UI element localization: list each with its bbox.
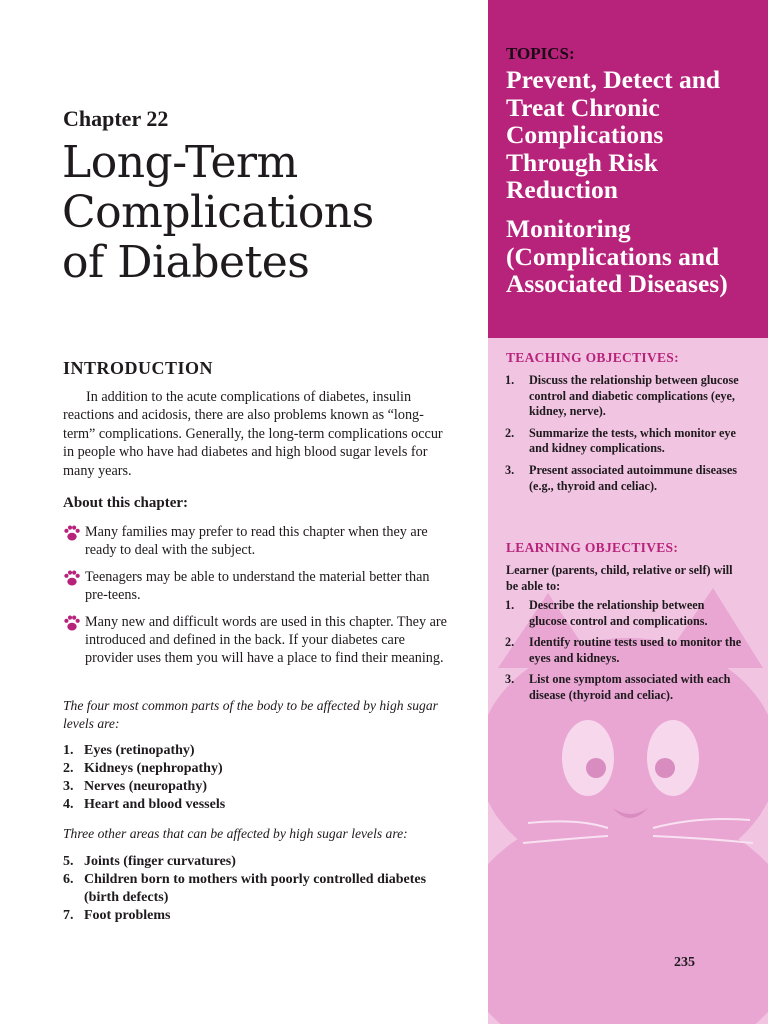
list-item	[63, 907, 433, 925]
item-number: 5.	[63, 854, 74, 869]
list-item	[63, 796, 433, 814]
item-text: Summarize the tests, which monitor eye and kidney complications.	[529, 425, 736, 456]
list-item	[63, 778, 433, 796]
list-item	[505, 672, 745, 703]
list-item	[505, 635, 745, 666]
item-number: 2.	[63, 761, 74, 776]
chapter-title-line: Complications	[62, 187, 374, 238]
chapter-title-line: Long-Term	[62, 137, 298, 188]
bullet-text: Many families may prefer to read this chapter when they are ready to deal with the subject.	[85, 524, 428, 559]
list-item	[63, 760, 433, 778]
item-text: Nerves (neuropathy)	[84, 779, 208, 794]
list-item	[505, 463, 745, 494]
bullet-text: Many new and difficult words are used in this chapter. They are introduced and defined in the back. If your diabetes care provider uses them you will have a place to find their meaning.	[85, 613, 447, 667]
other-areas-note: Three other areas that can be affected by high sugar levels are:	[63, 826, 408, 841]
item-text: Heart and blood vessels	[84, 797, 226, 812]
chapter-title	[62, 138, 482, 288]
item-number: 1.	[63, 743, 74, 758]
item-number: 3.	[505, 672, 515, 687]
list-item	[505, 373, 745, 420]
item-text: Foot problems	[84, 908, 171, 923]
item-number: 2.	[505, 635, 515, 650]
chapter-label: Chapter 22	[63, 106, 169, 131]
list-item	[63, 523, 453, 560]
item-number: 2.	[505, 425, 515, 440]
list-item	[63, 853, 433, 871]
list-item	[505, 598, 745, 629]
item-text: Discuss the relationship between glucose control and diabetic complications (eye, kidney, nerve).	[529, 373, 739, 419]
teaching-objectives-list	[505, 373, 745, 500]
topics-label: TOPICS:	[506, 44, 575, 63]
paw-print-icon	[63, 614, 81, 632]
item-text: Identify routine tests used to monitor the eyes and kidneys.	[529, 635, 742, 665]
item-number: 7.	[63, 908, 74, 923]
item-text: Describe the relationship between glucose control and complications.	[529, 598, 708, 628]
common-parts-list	[63, 742, 433, 814]
list-item	[63, 871, 433, 907]
item-number: 1.	[505, 598, 515, 612]
chapter-title-line: of Diabetes	[62, 237, 310, 288]
list-item	[63, 613, 453, 668]
page-number: 235	[674, 955, 695, 970]
list-item	[505, 426, 745, 457]
item-number: 3.	[505, 462, 515, 477]
other-areas-list	[63, 853, 433, 925]
about-bullet-list	[63, 523, 453, 676]
item-text: Joints (finger curvatures)	[84, 854, 236, 869]
paw-print-icon	[63, 569, 81, 587]
item-number: 6.	[63, 872, 74, 887]
item-text: Eyes (retinopathy)	[84, 743, 195, 758]
introduction-heading: INTRODUCTION	[63, 358, 214, 378]
paw-print-icon	[63, 524, 81, 542]
learning-objectives-list	[505, 598, 745, 710]
topic-title: Prevent, Detect and Treat Chronic Complications Through Risk Reduction	[506, 65, 721, 204]
topic-title: Monitoring (Complications and Associated Diseases)	[506, 214, 728, 298]
bullet-text: Teenagers may be able to understand the material better than pre-teens.	[85, 568, 430, 604]
list-item	[63, 568, 453, 605]
item-text: Present associated autoimmune diseases (e.g., thyroid and celiac).	[529, 462, 737, 493]
introduction-paragraph: In addition to the acute complications of diabetes, insulin reactions and acidosis, there are also problems known as “long-term” complications. Generally, the long-term complications occur in people who have had diabetes and high blood sugar levels for many years.	[63, 389, 443, 479]
item-number: 4.	[63, 797, 74, 812]
learner-intro: Learner (parents, child, relative or self) will be able to:	[506, 563, 733, 593]
list-item	[63, 742, 433, 760]
about-chapter-heading: About this chapter:	[63, 495, 189, 511]
item-number: 3.	[63, 779, 74, 794]
common-parts-note: The four most common parts of the body to be affected by high sugar levels are:	[63, 698, 438, 732]
teaching-objectives-heading: TEACHING OBJECTIVES:	[506, 350, 679, 365]
item-number: 1.	[505, 373, 515, 387]
item-text: List one symptom associated with each disease (thyroid and celiac).	[529, 672, 731, 702]
item-text: Kidneys (nephropathy)	[84, 761, 223, 776]
item-text: Children born to mothers with poorly controlled diabetes (birth defects)	[84, 872, 427, 905]
learning-objectives-heading: LEARNING OBJECTIVES:	[506, 540, 679, 555]
